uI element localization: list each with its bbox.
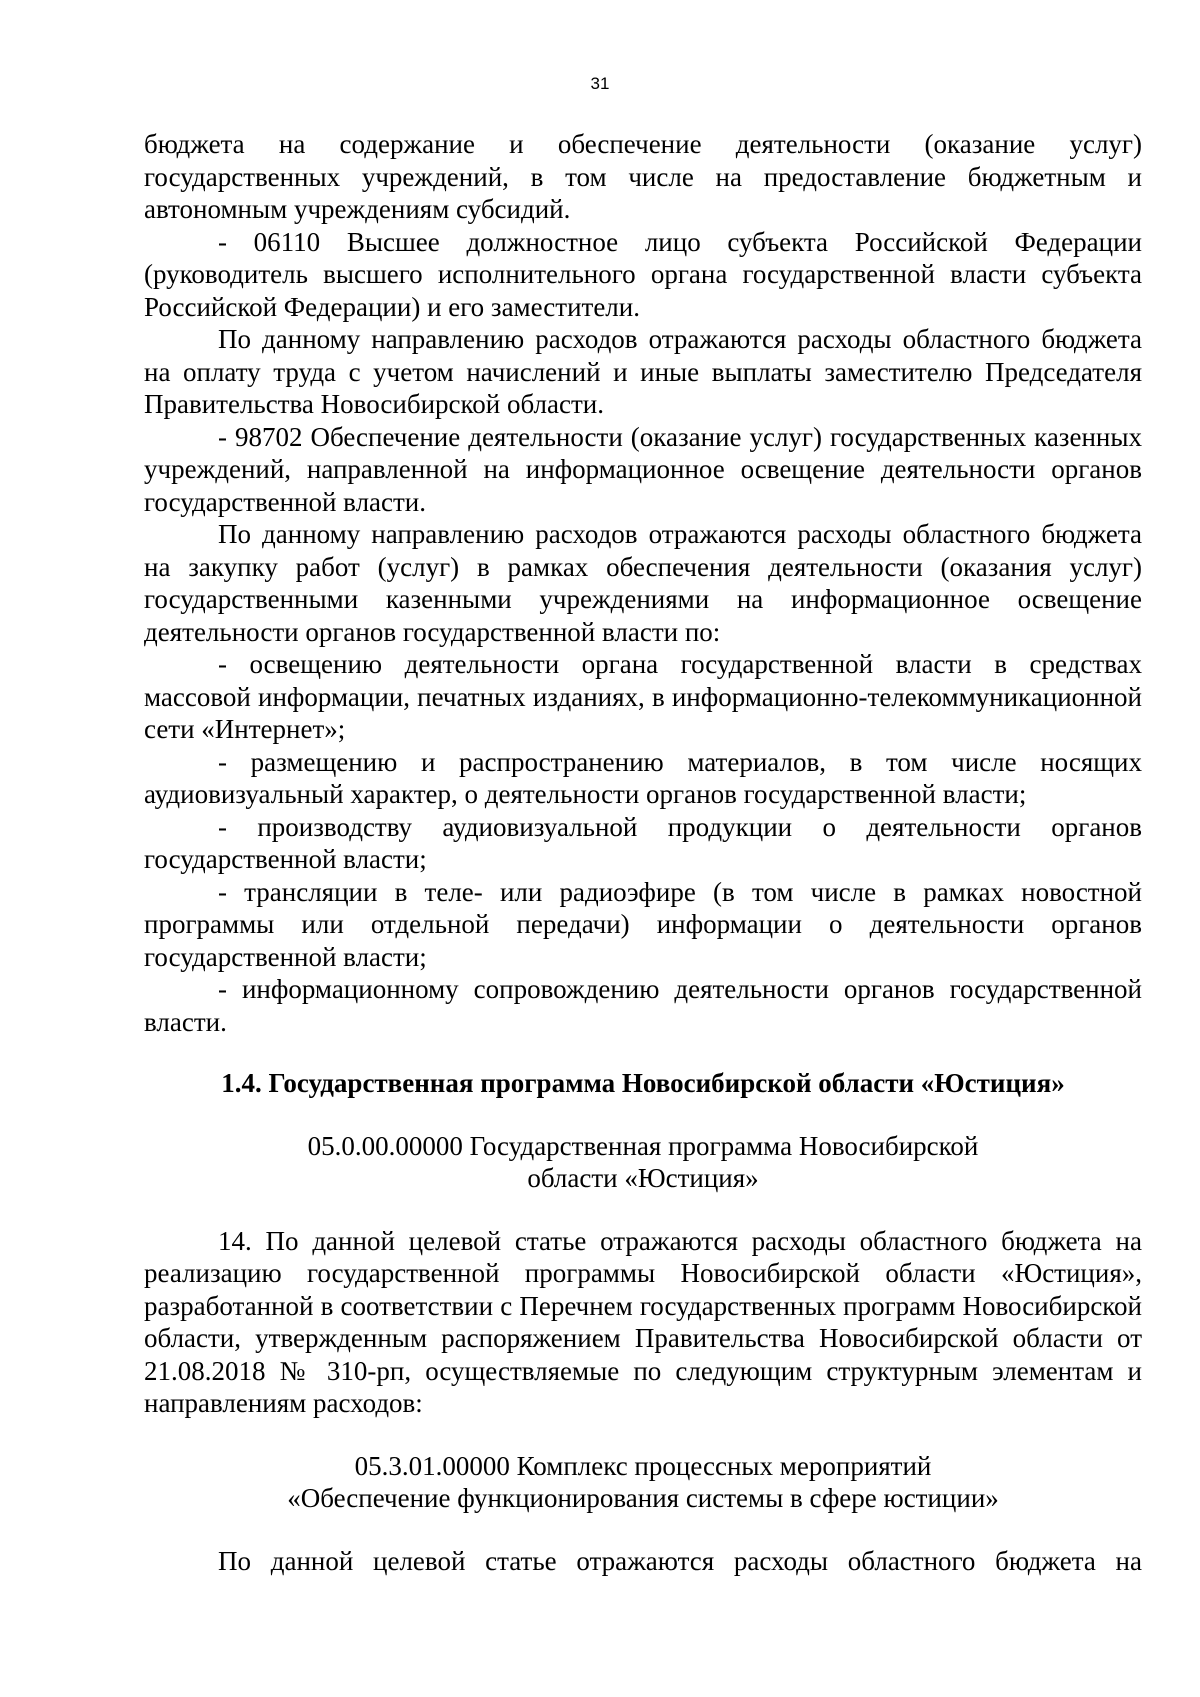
list-item-materials: - размещению и распространению материалов, в том числе носящих аудиовизуальный характер, о деятельности органов государственной власти; [144,746,1142,809]
paragraph-06110: - 06110 Высшее должностное лицо субъекта Российской Федерации (руководитель высшего исполнительного органа государственной власти субъекта Российской Федерации) и его заместители. [144,226,1142,322]
list-item-media: - освещению деятельности органа государственной власти в средствах массовой информации, печатных изданиях, в информационно-телекоммуникационной сети «Интернет»; [144,649,1142,744]
paragraph-14: 14. По данной целевой статье отражаются расходы областного бюджета на реализацию государственной программы Новосибирской области «Юстиция», разработанной в соответствии с Перечнем государственных программ Новосибирской области, утвержденным распоряжением Правительства Новосибирской области от 21.08.2018 № 310-рп, осуществляемые по следующим структурным элементам и направлениям расходов: [144,1225,1142,1418]
program-title-line-1: 05.0.00.00000 Государственная программа Новосибирской [307,1130,979,1161]
program-title-line-2: области «Юстиция» [527,1163,759,1193]
paragraph-continuation: бюджета на содержание и обеспечение деятельности (оказание услуг) государственных учреждений, в том числе на предоставление бюджетным и автономным учреждениям субсидий. [144,129,1142,224]
page-number: 31 [590,74,610,93]
complex-title-line-1: 05.3.01.00000 Комплекс процессных мероприятий [354,1450,932,1481]
paragraph-98702: - 98702 Обеспечение деятельности (оказание услуг) государственных казенных учреждений, направленной на информационное освещение деятельности органов государственной власти. [144,421,1142,517]
paragraph-last: По данной целевой статье отражаются расходы областного бюджета на [218,1545,1142,1576]
list-item-broadcast: - трансляции в теле- или радиоэфире (в том числе в рамках новостной программы или отдельной передачи) информации о деятельности органов государственной власти; [144,876,1142,972]
paragraph-98702-description: По данному направлению расходов отражаются расходы областного бюджета на закупку работ (услуг) в рамках обеспечения деятельности (оказания услуг) государственными казенными учреждениями на информационное освещение деятельности органов государственной власти по: [144,519,1142,647]
complex-title [144,1450,1142,1515]
document-body [144,128,1142,1577]
list-item-production: - производству аудиовизуальной продукции о деятельности органов государственной власти; [144,811,1142,874]
complex-title-line-2: «Обеспечение функционирования системы в сфере юстиции» [287,1483,999,1513]
program-title [144,1130,1142,1195]
paragraph-06110-description: По данному направлению расходов отражаются расходы областного бюджета на оплату труда с учетом начислений и иные выплаты заместителю Председателя Правительства Новосибирской области. [144,324,1142,419]
list-item-support: - информационному сопровождению деятельности органов государственной власти. [144,974,1142,1037]
section-heading: 1.4. Государственная программа Новосибирской области «Юстиция» [221,1068,1065,1098]
